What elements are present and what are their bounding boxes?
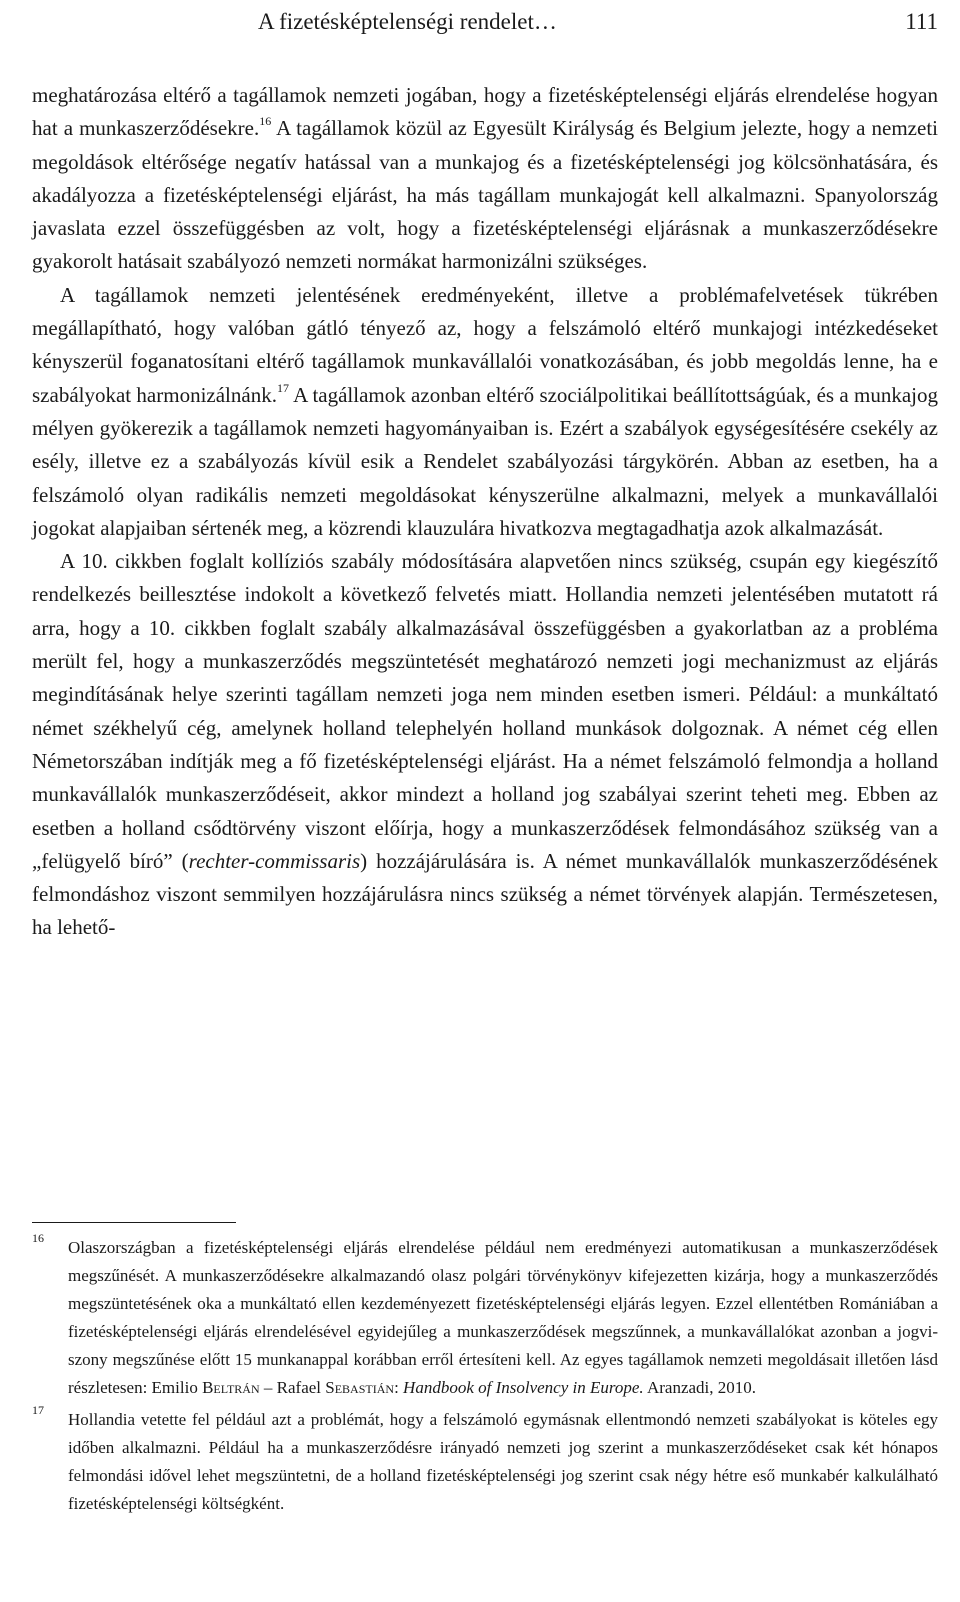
- body-text: [32, 79, 938, 945]
- paragraph-2: [32, 279, 938, 545]
- running-header: [258, 4, 938, 40]
- author-name: Sebastián: [325, 1378, 395, 1397]
- paragraph-text: A 10. cikkben foglalt kollíziós szabály módosítására alapvetően nincs szükség, csupán egy kiegészítő rendelkezés beillesztése indokolt a következő felvetés miatt. Hollandia nemzeti jelentésében mutatott rá arra, hogy a 10. cikkben foglalt szabály alkalmazásával összefüggésben a gyakorlatban az a probléma merült fel, hogy a munkaszerződés megszüntetését meghatározó nemzeti jogi mechanizmust az eljárás megindításának helye szerinti tagállam nemzeti joga nem minden esetben ismeri. Például: a munkáltató német székhelyű cég, amelynek holland telephelyén holland munkások dolgoznak. A német cég ellen Németorszában indítják meg a fő fizetésképtelenségi eljárást. Ha a német felszámoló felmondja a holland munkavállalók munkaszerződéseit, akkor mindezt a holland jog szabályai szerint teheti meg. Ebben az esetben a holland csődtörvény viszont előírja, hogy a munkaszerződések felmondásához szükség van a „felügyelő bíró” (: [32, 549, 938, 873]
- footnote-text: – Rafael: [259, 1378, 326, 1397]
- author-name: Beltrán: [202, 1378, 260, 1397]
- footnote-text: Hollandia vetette fel például azt a problémát, hogy a felszámoló egymásnak ellentmondó nemzeti szabályokat is köteles egy időben alkalmazni. Például ha a munkaszerződésre irányadó nemzeti jog szerint a munkaszerződéseket csak két hónapos felmondási idővel lehet megszüntetni, de a holland fizetésképtelenségi jog szerint csak négy hétre eső munkabér kalkulálható fizetésképtelenségi költségként.: [68, 1410, 938, 1513]
- paragraph-text: ) hozzájárulására is. A német munkavállalók munkaszerződésének felmondáshoz viszont semmilyen hozzájárulásra nincs szükség a német törvények alapján. Természetesen, ha lehető-: [32, 848, 938, 940]
- footnote-16: [32, 1231, 938, 1402]
- italic-term: rechter-commissaris: [188, 848, 361, 873]
- paragraph-1: [32, 79, 938, 279]
- footnotes: [32, 1231, 938, 1518]
- paragraph-text: A tagállamok azonban eltérő szociálpolitikai beállítottságúak, és a munkajog mélyen gyökerezik a tagállamok nemzeti hagyományaiban is. Ezért a szabályok egységesítésére csekély az esély, illetve ez a szabályozás kívül esik a Rendelet szabályozási tárgykörén. Abban az esetben, ha a felszámoló olyan radikális nemzeti megoldásokat kényszerülne alkalmazni, melyek a munkavállalói jogokat alapjaiban sértenék meg, a közrendi klauzulára hivatkozva megtagadhatja azok alkalmazását.: [32, 382, 938, 540]
- paragraph-text: A tagállamok nemzeti jelentésének eredményeként, illetve a problémafelvetések tükrében megállapítható, hogy valóban gátló tényező az, hogy a felszámoló eltérő munkajogi intézkedéseket kényszerül foganatosítani eltérő tagállamok munkavállalói vonatkozásában, és jobb megoldás lenne, ha e szabályokat harmonizálnánk.: [32, 282, 938, 407]
- footnote-17: [32, 1403, 938, 1518]
- footnote-separator: [32, 1222, 236, 1223]
- footnote-text: :: [394, 1378, 404, 1397]
- footnote-ref-17[interactable]: 17: [276, 380, 289, 395]
- footnote-text: Olaszországban a fizetésképtelenségi eljárás elrendelése például nem eredményezi automatikusan a munkaszerződések megszűnését. A munkaszerződésekre alkalmazandó olasz polgári törvénykönyv kifejezetten kizárja, hogy a munkaszerződés megszüntetésének oka a munkáltató ellen kezdeményezett fizetésképtelenségi eljárás legyen. Ezzel ellentétben Romániában a fizetésképtelenségi eljárás elrendelésével egyidejűleg a munkaszerződések megszűnnek, a munkavállalókat azonban a jogviszony megszűnése előtt 15 munkanappal korábban erről értesíteni kell. Az egyes tagállamok nemzeti megoldásait illetően lásd részletesen: Emilio: [68, 1238, 938, 1397]
- book-title: Handbook of Insolvency in Europe.: [403, 1378, 644, 1397]
- page-number: 111: [905, 9, 938, 34]
- footnote-ref-16[interactable]: 16: [259, 114, 272, 129]
- footnote-number: 16: [32, 1231, 44, 1245]
- paragraph-text: A tagállamok közül az Egyesült Királyság és Belgium jelezte, hogy a nemzeti megoldások eltérősége negatív hatással van a munkajog és a fizetésképtelenségi jog kölcsönhatására, és akadályozza a fizetésképtelenségi eljárást, ha más tagállam munkajogát kell alkalmazni. Spanyolország javaslata ezzel összefüggésben az volt, hogy a fizetésképtelenségi eljárásnak a munkaszerződésekre gyakorolt hatásait szabályozó nemzeti normákat harmonizálni szükséges.: [32, 116, 938, 274]
- paragraph-3: [32, 545, 938, 945]
- running-title: A fizetésképtelenségi rendelet…: [258, 9, 557, 34]
- footnote-text: Aranzadi, 2010.: [643, 1378, 757, 1397]
- paragraph-text: meghatározása eltérő a tagállamok nemzeti jogában, hogy a fizetésképtelenségi eljárás elrendelése hogyan hat a munkaszerződésekre.: [32, 83, 938, 141]
- footnote-number: 17: [32, 1403, 44, 1417]
